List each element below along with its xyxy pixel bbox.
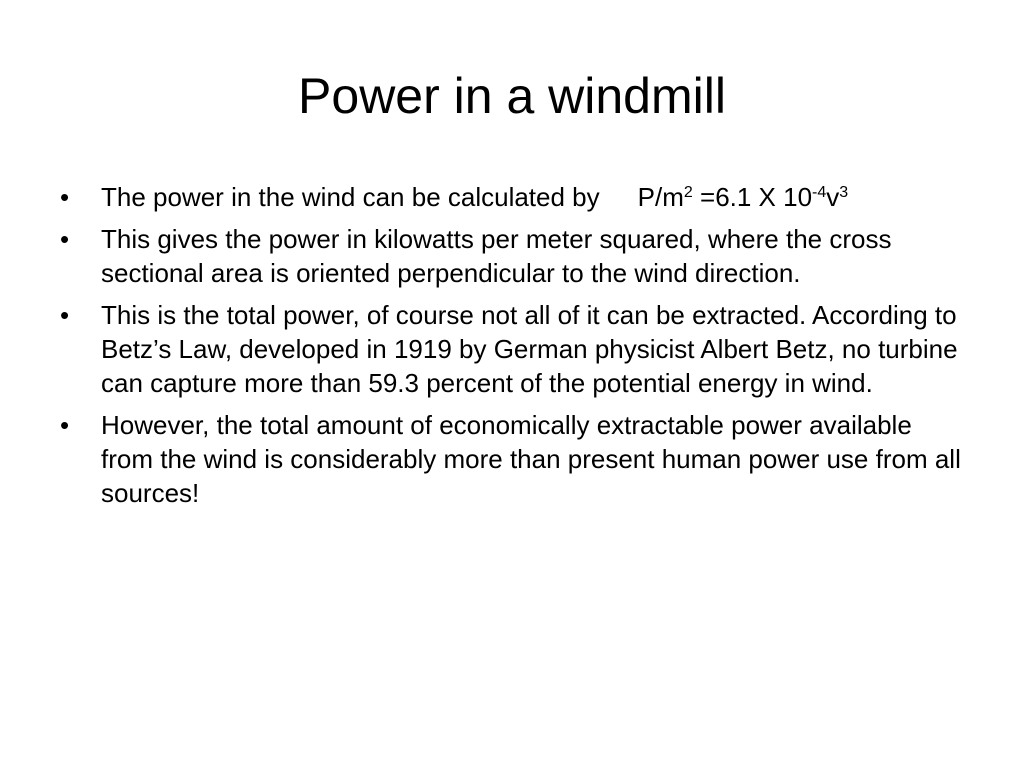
bullet-text: This is the total power, of course not all of it can be extracted. According to Betz’s Law, developed in 1919 by German physicist Albert Betz, no turbine can capture more than 59.3 percent of the potential energy in wind.	[101, 300, 958, 398]
bullet-list	[58, 180, 968, 518]
bullet-dot-icon: •	[60, 182, 70, 212]
formula-lhs: P/m	[637, 182, 684, 212]
bullet-item-betz-law	[58, 298, 968, 400]
formula-intro: The power in the wind can be calculated by	[101, 182, 600, 212]
slide-title: Power in a windmill	[298, 68, 726, 124]
bullet-item-kilowatts	[58, 222, 968, 290]
bullet-dot-icon: •	[60, 224, 70, 254]
formula-lhs-exponent: 2	[683, 184, 693, 201]
formula-variable: v	[826, 182, 840, 212]
bullet-text: This gives the power in kilowatts per meter squared, where the cross sectional area is oriented perpendicular to the wind direction.	[101, 224, 892, 288]
bullet-item-extractable-power	[58, 408, 968, 510]
formula-equals: =6.1 X 10	[692, 182, 813, 212]
formula-coefficient-exponent: -4	[812, 184, 827, 201]
bullet-text: However, the total amount of economically extractable power available from the wind is considerably more than present human power use from all sources!	[101, 410, 961, 508]
bullet-item-formula	[58, 180, 968, 214]
bullet-dot-icon: •	[60, 410, 70, 440]
formula-variable-exponent: 3	[839, 184, 849, 201]
bullet-dot-icon: •	[60, 300, 70, 330]
